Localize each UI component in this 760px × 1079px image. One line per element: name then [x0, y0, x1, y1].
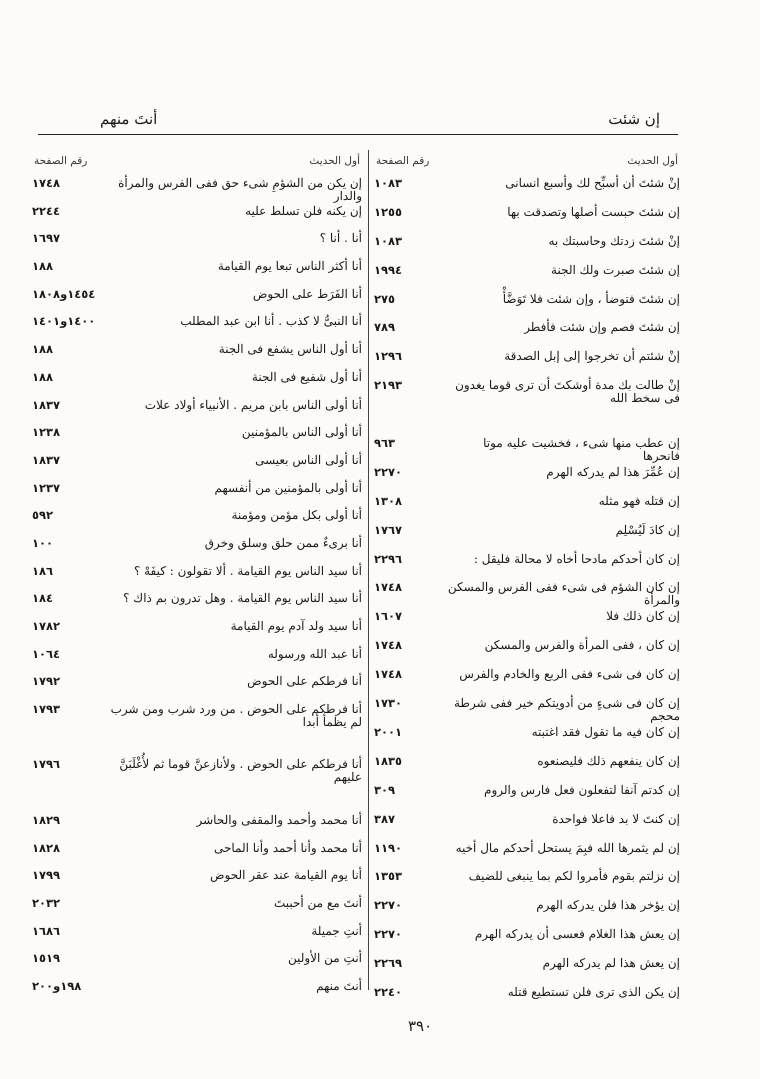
index-entry: [372, 321, 682, 350]
hadith-header: أول الحديث: [627, 155, 678, 167]
hadith-opening: إنْ شئتَ أن أسبِّح لك وأسبع انسانى: [505, 176, 680, 190]
page-reference: ٢٢٧٠: [374, 898, 403, 913]
index-entry: [30, 814, 364, 842]
hadith-opening: إن شئتَ فصم وإن شئت فأفطر: [524, 320, 680, 335]
page-reference: ٢٠٣٢: [32, 895, 61, 910]
page-reference: ٢١٩٣: [374, 378, 403, 393]
index-entry: [30, 343, 364, 371]
index-entry: [372, 697, 682, 726]
hadith-opening: إن يعش هذا لم يدركه الهرم: [542, 956, 680, 971]
hadith-opening: إن كان فيه ما تقول فقد اغتبته: [531, 724, 680, 739]
index-entry: [30, 288, 364, 316]
page-reference: ١٦٨٦: [32, 923, 61, 938]
hadith-opening: إنْ طالت بك مدة أوشكتَ أن ترى قوما يغدون فى سخط الله: [455, 378, 680, 406]
page-reference: ١٧٩٢: [32, 674, 61, 689]
hadith-opening: إن يعش هذا الغلام فعسى أن يدركه الهرم: [474, 927, 680, 942]
hadith-opening: إن كان أحدكم مادحا أخاه لا محالة فليقل :: [473, 551, 680, 566]
page-reference: ١٨٢٩: [32, 812, 61, 827]
hadith-header: أول الحديث: [309, 155, 360, 167]
index-entry: [30, 648, 364, 676]
hadith-opening: إن كدتم آنفا لتفعلون فعل فارس والروم: [484, 782, 680, 797]
index-entry: [30, 952, 364, 980]
index-entry: [30, 482, 364, 510]
hadith-opening: إن كان الشؤم فى شىء ففى الفرس والمسكن والمرأة: [447, 580, 680, 608]
page-reference: ٩٦٣: [374, 436, 396, 451]
hadith-opening: إن قتله فهو مثله: [598, 493, 680, 508]
page-reference: ١٨٨: [32, 259, 54, 274]
page-reference: ١٧٨٢: [32, 619, 61, 633]
page-reference: ١٨٣٥: [374, 753, 403, 768]
hadith-opening: إن يكن الذى ترى فلن تستطيع قتله: [507, 984, 680, 999]
left-column-header: [30, 155, 364, 177]
hadith-opening: إن كادَ لَيُسْلِم: [615, 522, 680, 537]
index-entry: [372, 466, 682, 495]
column-divider: [368, 150, 369, 990]
index-entry: [30, 620, 364, 648]
index-entry: [372, 235, 682, 264]
page-reference: ١٨٤: [32, 591, 54, 606]
page-reference: ١٧٩٦: [32, 757, 61, 772]
hadith-opening: إن يؤخر هذا فلن يدركه الهرم: [536, 898, 680, 913]
hadith-opening: أنتَ مع من أحببتَ: [273, 895, 362, 910]
running-head-right: إن شئت: [608, 110, 660, 128]
hadith-opening: إن نزلتم بقوم فأمروا لكم بما ينبغى للضيف: [468, 869, 680, 884]
page-number: ٣٩٠: [408, 1017, 433, 1035]
hadith-opening: إن عطب منها شىء ، فخشيت عليه موتا فانحرها: [483, 436, 680, 464]
index-entry: [30, 426, 364, 454]
right-column-header: [372, 155, 682, 177]
hadith-opening: إن يكن من الشؤمِ شىء حق ففى الفرس والمرأة والدار: [118, 176, 362, 203]
page-reference: ١٧٩٩: [32, 868, 61, 883]
hadith-opening: أنتَ منهم: [316, 978, 362, 993]
index-entry: [30, 315, 364, 343]
right-column: [372, 155, 682, 1015]
page-reference: ٢٢٧٠: [374, 927, 403, 942]
hadith-opening: إنْ شئتم أن تخرجوا إلى إبل الصدقة: [504, 349, 680, 364]
index-entry: [372, 842, 682, 871]
hadith-opening: إن كان ينفعهم ذلك فليصنعوه: [537, 753, 680, 768]
index-entry: [372, 610, 682, 639]
page-reference: ١٧٤٨: [374, 638, 403, 653]
index-entry: [372, 437, 682, 466]
hadith-opening: إن شئتَ حبست أصلها وتصدقت بها: [507, 204, 680, 219]
index-entry: [30, 509, 364, 537]
page-reference: ١٢٥٥: [374, 204, 403, 219]
left-index-list: [30, 177, 364, 1008]
hadith-opening: أنا أولى الناس بابن مريم . الأنبياء أولاد علات: [144, 397, 362, 412]
hadith-opening: أنا محمد وأحمد والمقفى والحاشر: [196, 812, 362, 827]
page-reference: ١١٩٠: [374, 840, 403, 855]
page-reference: ١٧٩٣: [32, 702, 61, 717]
hadith-opening: أنا عبد الله ورسوله: [267, 646, 362, 661]
hadith-opening: إن كان ذلك فلا: [606, 609, 680, 624]
page-reference: ١٧٤٨: [32, 176, 61, 190]
page-reference: ١٨٨: [32, 342, 54, 357]
right-index-list: [372, 177, 682, 1015]
hadith-opening: أنا الفَرَط على الحوض: [252, 286, 362, 301]
hadith-opening: إن شئتَ فتوضأ ، وإن شئت فلا تَوَضَّأْ: [502, 291, 680, 306]
index-entry: [30, 454, 364, 482]
hadith-opening: أنا أول الناس يشفع فى الجنة: [218, 342, 362, 357]
hadith-opening: أنا أولى الناس بعيسى: [255, 452, 362, 467]
hadith-opening: إن كان فى شىء ففى الربع والخادم والفرس: [459, 667, 680, 682]
hadith-opening: إن عُمِّرَ هذا لم يدركه الهرم: [546, 464, 680, 479]
page-reference: ٢٢٩٦: [374, 551, 403, 566]
page-reference: ١٧٤٨: [374, 580, 403, 595]
index-entry: [30, 260, 364, 288]
index-entry: [372, 784, 682, 813]
page-reference: ١٨٣٧: [32, 397, 61, 412]
page-reference: ١٩٨و٢٠٠: [32, 978, 82, 993]
page-reference: ٢٠٠١: [374, 724, 403, 739]
index-entry: [30, 592, 364, 620]
page-reference: ١٠٠: [32, 535, 54, 550]
hadith-opening: أنا أكثر الناس تبعا يوم القيامة: [217, 259, 362, 274]
page-reference: ١٨٦: [32, 563, 54, 578]
page-reference: ١٧٦٧: [374, 522, 403, 537]
index-entry: [30, 869, 364, 897]
hadith-opening: إن كان ، ففى المرأة والفرس والمسكن: [484, 638, 680, 653]
header-rule: [38, 134, 678, 135]
index-entry: [372, 870, 682, 899]
page-reference: ١٩٩٤: [374, 262, 403, 277]
page-reference: ٥٩٢: [32, 508, 54, 523]
hadith-opening: أنا برىءٌ ممن حلق وسلق وخرق: [204, 535, 362, 550]
index-entry: [372, 755, 682, 784]
page-reference: ١٠٨٣: [374, 233, 403, 248]
page-reference: ١٥١٩: [32, 951, 61, 966]
page-reference: ١٠٨٣: [374, 176, 403, 190]
index-entry: [372, 264, 682, 293]
page-header: رقم الصفحة: [376, 155, 430, 167]
hadith-opening: أنا أولى بالمؤمنين من أنفسهم: [214, 480, 362, 495]
page-reference: ١٢٩٦: [374, 349, 403, 364]
page-reference: ١٧٤٨: [374, 667, 403, 682]
hadith-opening: إن كنتَ لا بد فاعلا فواحدة: [552, 811, 680, 826]
page-reference: ١٨٣٧: [32, 452, 61, 467]
index-entry: [372, 293, 682, 322]
page-reference: ١٤٠٠و١٤٠١: [32, 314, 96, 329]
page-reference: ١٦٩٧: [32, 231, 61, 246]
index-entry: [30, 703, 364, 758]
hadith-opening: إن يكنه فلن تسلط عليه: [245, 203, 362, 218]
hadith-opening: أنا سيد ولد آدم يوم القيامة: [230, 619, 362, 633]
hadith-opening: إن كان فى شىءٍ من أدويتكم خير ففى شرطة محجم: [453, 696, 680, 724]
page-reference: ١٨٢٨: [32, 840, 61, 855]
index-entry: [30, 205, 364, 233]
index-entry: [30, 537, 364, 565]
hadith-opening: أنا فرطكم على الحوض: [247, 674, 362, 689]
index-entry: [30, 897, 364, 925]
page-reference: ٢٢٤٤: [32, 203, 61, 218]
index-entry: [372, 524, 682, 553]
hadith-opening: أنا محمد وأنا أحمد وأنا الماحى: [213, 840, 362, 855]
page-reference: ١٢٣٨: [32, 425, 61, 440]
left-column: [30, 155, 364, 1008]
index-entry: [30, 565, 364, 593]
hadith-opening: أنا أولى بكل مؤمن ومؤمنة: [231, 508, 362, 523]
index-entry: [372, 379, 682, 437]
page-reference: ٢٧٥: [374, 291, 396, 306]
index-entry: [30, 842, 364, 870]
hadith-opening: أنا فرطكم على الحوض . ولأنازعنَّ قوما ثم لأُغْلَبَنَّ عليهم: [119, 757, 362, 785]
hadith-opening: إنْ شئتَ زدتك وحاسبتك به: [548, 233, 680, 248]
index-entry: [372, 813, 682, 842]
page-reference: ٢٢٤٠: [374, 984, 403, 999]
hadith-opening: أنا سيد الناس يوم القيامة . ألا تقولون : كيفَهْ ؟: [133, 563, 362, 578]
page-reference: ١٣٠٨: [374, 493, 403, 508]
index-entry: [30, 925, 364, 953]
hadith-opening: أنا يوم القيامة عند عقر الحوض: [210, 868, 362, 883]
page-reference: ١٢٣٧: [32, 480, 61, 495]
index-entry: [372, 553, 682, 582]
page-header: رقم الصفحة: [34, 155, 88, 167]
running-head-left: أنتَ منهم: [100, 110, 158, 128]
index-entry: [30, 758, 364, 813]
index-entry: [372, 986, 682, 1015]
hadith-opening: إن شئتَ صبرت ولك الجنة: [551, 262, 680, 277]
hadith-opening: أنا . أنا ؟: [319, 231, 362, 246]
index-entry: [30, 399, 364, 427]
hadith-opening: أنا النبىُّ لا كذب . أنا ابن عبد المطلب: [180, 314, 362, 329]
hadith-opening: أنا فرطكم على الحوض . من ورد شرب ومن شرب لم يظمأ أبدا: [110, 702, 362, 730]
index-entry: [372, 957, 682, 986]
page-reference: ١٤٥٤و١٨٠٨: [32, 286, 96, 301]
index-entry: [372, 177, 682, 206]
hadith-opening: أنا أول شفيع فى الجنة: [251, 369, 362, 384]
hadith-opening: إن لم يثمرها الله فبِمَ يستحل أحدكم مال أخيه: [455, 840, 680, 855]
page-reference: ٢٢٧٠: [374, 464, 403, 479]
hadith-opening: أنا أولى الناس بالمؤمنين: [241, 425, 362, 440]
index-entry: [372, 668, 682, 697]
page-reference: ١٠٦٤: [32, 646, 61, 661]
page-reference: ٣٠٩: [374, 782, 396, 797]
page-reference: ١٣٥٣: [374, 869, 403, 884]
page-reference: ٢٢٦٩: [374, 956, 403, 971]
hadith-opening: أنتِ من الأولين: [287, 951, 362, 966]
index-entry: [30, 232, 364, 260]
index-entry: [372, 350, 682, 379]
index-entry: [30, 675, 364, 703]
page-reference: ٣٨٧: [374, 811, 396, 826]
page-reference: ٧٨٩: [374, 320, 396, 335]
index-entry: [372, 726, 682, 755]
index-entry: [372, 581, 682, 610]
index-entry: [372, 495, 682, 524]
index-entry: [372, 206, 682, 235]
hadith-opening: أنتِ جميلة: [311, 923, 362, 938]
index-entry: [372, 899, 682, 928]
index-entry: [30, 371, 364, 399]
index-entry: [30, 177, 364, 205]
index-entry: [30, 980, 364, 1008]
page-reference: ١٦٠٧: [374, 609, 403, 624]
page-reference: ١٨٨: [32, 369, 54, 384]
index-entry: [372, 639, 682, 668]
hadith-opening: أنا سيد الناس يوم القيامة . وهل تدرون بم ذاك ؟: [123, 591, 362, 606]
page-reference: ١٧٣٠: [374, 696, 403, 711]
index-entry: [372, 928, 682, 957]
